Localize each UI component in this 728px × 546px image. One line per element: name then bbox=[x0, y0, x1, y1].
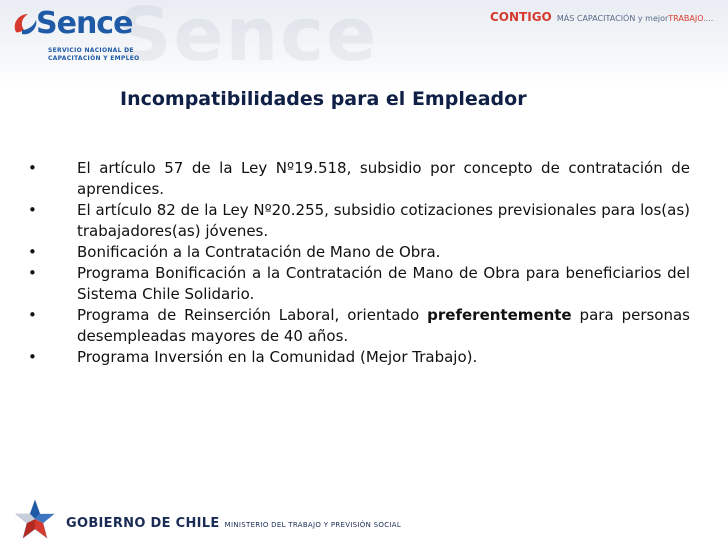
chile-star-icon bbox=[14, 498, 56, 542]
bullet-item-5 bbox=[28, 305, 690, 347]
footer-gobierno bbox=[14, 498, 414, 542]
bullet-text: Bonificación a la Contratación de Mano de Obra. bbox=[77, 243, 441, 261]
header-watermark: Sence bbox=[118, 0, 379, 78]
tagline-end: .... bbox=[703, 14, 714, 23]
ministry-name: MINISTERIO DEL TRABAJO Y PREVISIÓN SOCIAL bbox=[224, 521, 402, 529]
bullet-dot: • bbox=[28, 159, 37, 177]
bullet-text: Programa Bonificación a la Contratación de Mano de Obra para beneficiarios del Sistema Chile Solidario. bbox=[77, 264, 690, 303]
sence-logo-subtitle-line1: SERVICIO NACIONAL DE bbox=[48, 47, 134, 54]
bullet-text: Programa Inversión en la Comunidad (Mejor Trabajo). bbox=[77, 348, 478, 366]
sence-logo-subtitle-line2: CAPACITACIÓN Y EMPLEO bbox=[48, 55, 140, 62]
tagline-highlight: TRABAJO bbox=[668, 14, 704, 23]
bullet-dot: • bbox=[28, 264, 37, 282]
slide-title: Incompatibilidades para el Empleador bbox=[120, 88, 527, 110]
gobierno-name: GOBIERNO DE CHILE bbox=[66, 516, 220, 531]
bullet-text: El artículo 82 de la Ley Nº20.255, subsidio cotizaciones previsionales para los(as) trabajadores(as) jóvenes. bbox=[77, 201, 690, 240]
gobierno-text bbox=[66, 512, 401, 531]
sence-logo bbox=[10, 6, 150, 66]
header-band bbox=[0, 0, 728, 86]
tagline-part1: MÁS CAPACITACIÓN y mejor bbox=[556, 14, 669, 23]
bullet-list bbox=[28, 158, 690, 368]
bullet-text-bold: preferentemente bbox=[427, 306, 572, 324]
bullet-dot: • bbox=[28, 348, 37, 366]
bullet-text-before: Programa de Reinserción Laboral, orientado bbox=[77, 306, 428, 324]
bullet-text-after: para personas desempleadas mayores de 40 años. bbox=[77, 306, 691, 345]
bullet-dot: • bbox=[28, 243, 37, 261]
bullet-item-4 bbox=[28, 263, 690, 305]
tagline-rest bbox=[557, 14, 713, 23]
bullet-item-1 bbox=[28, 158, 690, 200]
bullet-item-3 bbox=[28, 242, 690, 263]
bullet-text: El artículo 57 de la Ley Nº19.518, subsidio por concepto de contratación de aprendices. bbox=[77, 159, 690, 198]
bullet-item-2 bbox=[28, 200, 690, 242]
bullet-item-6 bbox=[28, 347, 690, 368]
bullet-dot: • bbox=[28, 201, 37, 219]
bullet-dot: • bbox=[28, 306, 37, 324]
sence-logo-subtitle bbox=[48, 47, 158, 63]
sence-logo-word: Sence bbox=[36, 6, 133, 41]
contigo-tagline bbox=[490, 6, 713, 25]
tagline-bold: CONTIGO bbox=[490, 10, 552, 24]
